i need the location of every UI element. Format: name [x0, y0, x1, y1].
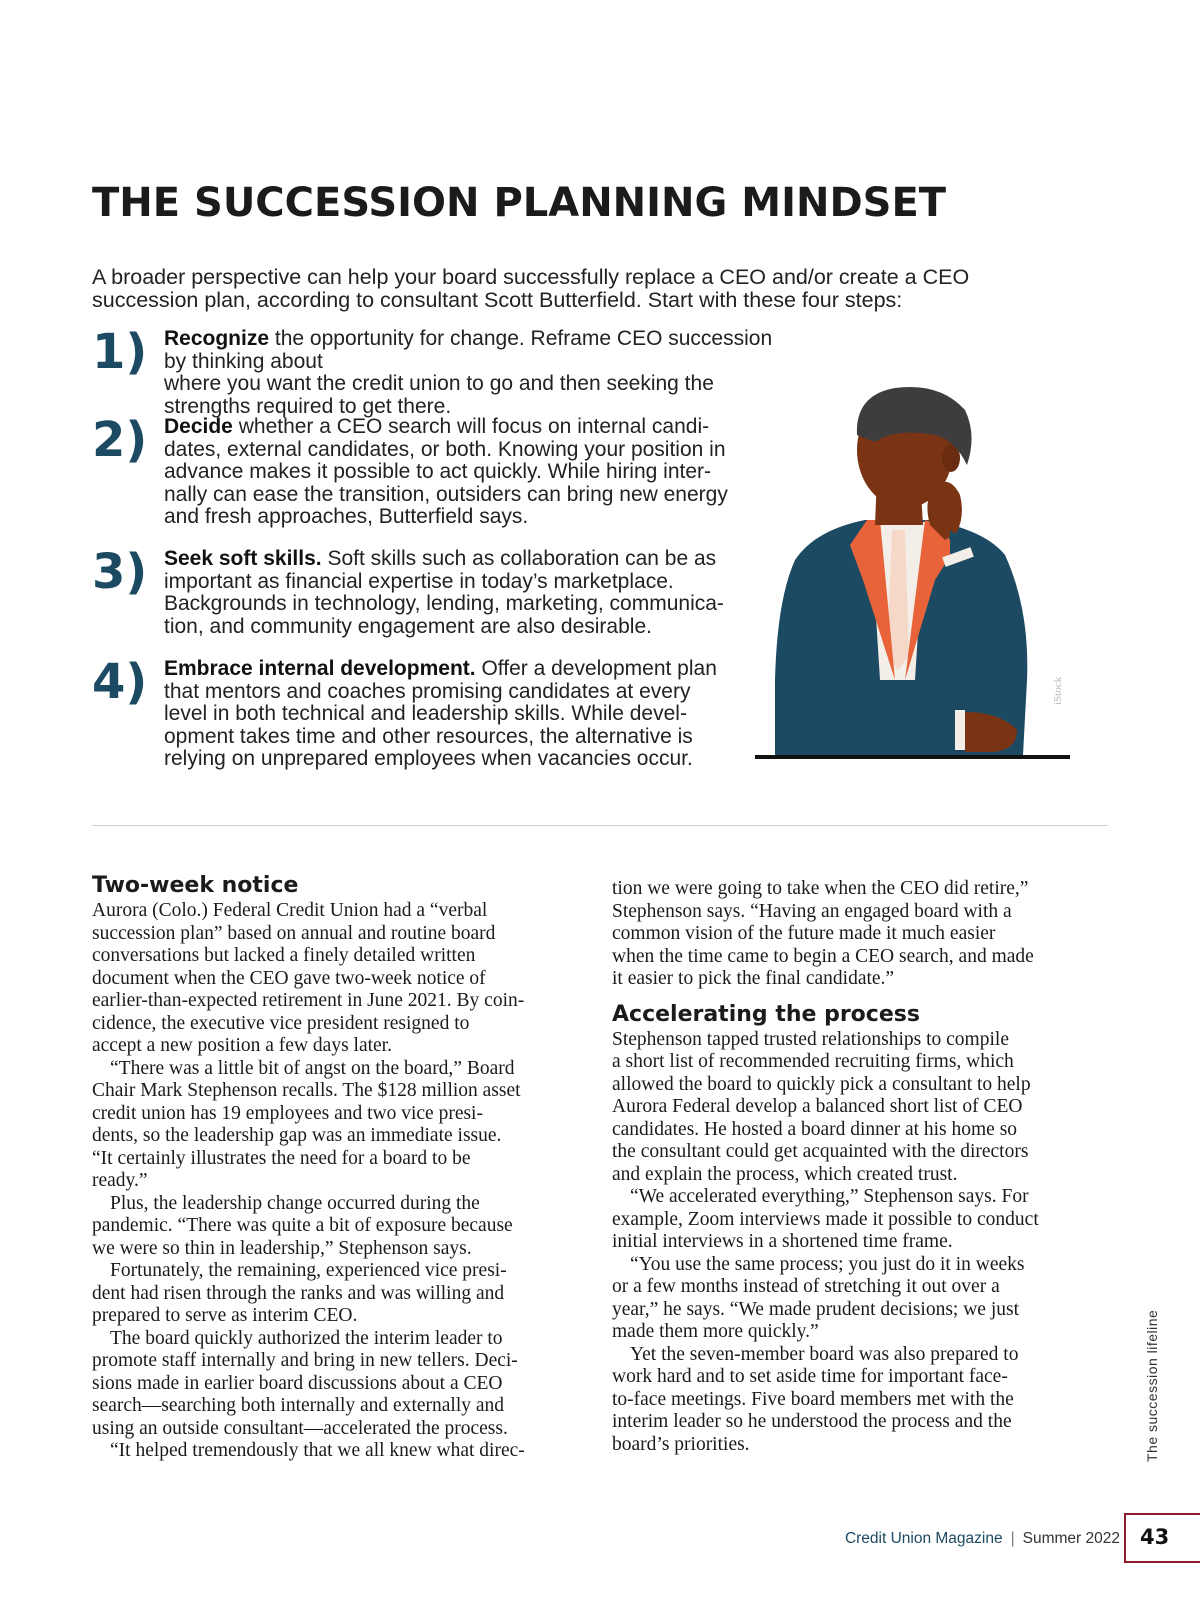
paragraph: Plus, the leadership change occurred during the pandemic. “There was quite a bit of exposure because we were so thin in leadership,” Stephenson says.: [92, 1192, 513, 1259]
step-lead: Seek soft skills.: [164, 547, 322, 570]
column-right: [612, 872, 1112, 1456]
paragraph: Fortunately, the remaining, experienced vice presi- dent had risen through the ranks and was willing and prepared to serve as interim CEO.: [92, 1260, 507, 1326]
page-number: 43: [1124, 1513, 1200, 1563]
article-title: THE SUCCESSION PLANNING MINDSET: [92, 180, 947, 226]
step-text: Recognize the opportunity for change. Reframe CEO succession by thinking about where you want the credit union to go and then seeking the strengths required to get there.: [164, 327, 773, 418]
footer: [700, 1530, 1120, 1548]
step-number: 1): [92, 324, 148, 380]
step-lead: Embrace internal development.: [164, 657, 476, 680]
step-lead: Recognize: [164, 327, 270, 350]
businessman-illustration: [755, 380, 1085, 785]
paragraph: “It helped tremendously that we all knew what direc-: [110, 1440, 525, 1461]
step-lead: Decide: [164, 415, 233, 438]
step-text: Decide whether a CEO search will focus on internal candi- dates, external candidates, or both. Knowing your position in advance makes it possible to act quickly. While hiring inter- nally can ease the transition, outsiders can bring new energy and fresh approaches, Butterfield says.: [164, 415, 728, 528]
intro-paragraph: A broader perspective can help your board successfully replace a CEO and/or create a CEO succession plan, according to consultant Scott Butterfield. Start with these four steps:: [92, 265, 970, 312]
paragraph: The board quickly authorized the interim leader to promote staff internally and bring in new tellers. Deci- sions made in earlier board discussions about a CEO search—searching both internally and externally and using an outside consultant—accelerated the process.: [92, 1327, 518, 1439]
paragraph: “There was a little bit of angst on the board,” Board Chair Mark Stephenson recalls. The $128 million asset credit union has 19 employees and two vice presi- dents, so the leadership gap was an immediate issue. “It certainly illustrates the need for a board to be ready.”: [92, 1057, 521, 1191]
step-text: Seek soft skills. Soft skills such as collaboration can be as important as financial expertise in today’s marketplace. Backgrounds in technology, lending, marketing, communica- tion, and community engagement are also desirable.: [164, 547, 724, 638]
paragraph: “We accelerated everything,” Stephenson says. For example, Zoom interviews made it possible to conduct initial interviews in a shortened time frame.: [612, 1186, 1039, 1252]
paragraph: Aurora (Colo.) Federal Credit Union had a “verbal succession plan” based on annual and routine board conversations but lacked a finely detailed written document when the CEO gave two-week notice of earlier-than-expected retirement in June 2021. By coin- cidence, the executive vice president resigned to accept a new position a few days later.: [92, 900, 525, 1056]
side-label: The succession lifeline: [1144, 1309, 1160, 1462]
issue-label: Summer 2022: [1022, 1530, 1120, 1547]
desk-edge: [755, 755, 1070, 759]
section-heading: Two-week notice: [92, 873, 299, 898]
paragraph: Stephenson tapped trusted relationships to compile a short list of recommended recruiting firms, which allowed the board to quickly pick a consultant to help Aurora Federal develop a balanced short list of CEO candidates. He hosted a board dinner at his home so the consultant could get acquainted with the directors and explain the process, which created trust.: [612, 1028, 1031, 1185]
resting-arm: [780, 689, 985, 752]
desk-cuff: [955, 710, 965, 750]
step-number: 3): [92, 544, 148, 600]
paragraph: tion we were going to take when the CEO did retire,” Stephenson says. “Having an engaged board with a common vision of the future made it much easier when the time came to begin a CEO search, and made it easier to pick the final candidate.”: [612, 878, 1034, 989]
step-number: 2): [92, 412, 148, 468]
section-divider: [92, 825, 1108, 826]
section-heading: Accelerating the process: [612, 1001, 920, 1027]
magazine-name: Credit Union Magazine: [844, 1530, 1003, 1547]
step-number: 4): [92, 654, 148, 710]
paragraph: Yet the seven-member board was also prepared to work hard and to set aside time for important face- to-face meetings. Five board members met with the interim leader so he understood the process and the board’s priorities.: [612, 1343, 1019, 1455]
step-text: Embrace internal development. Offer a development plan that mentors and coaches promising candidates at every level in both technical and leadership skills. While devel- opment takes time and other resources, the alternative is relying on unprepared employees when vacancies occur.: [164, 657, 717, 770]
footer-separator: |: [1010, 1530, 1015, 1547]
paragraph: “You use the same process; you just do it in weeks or a few months instead of stretching it out over a year,” he says. “We made prudent decisions; we just made them more quickly.”: [612, 1253, 1025, 1342]
column-left: [92, 872, 582, 1463]
image-credit: iStock: [1052, 676, 1064, 705]
